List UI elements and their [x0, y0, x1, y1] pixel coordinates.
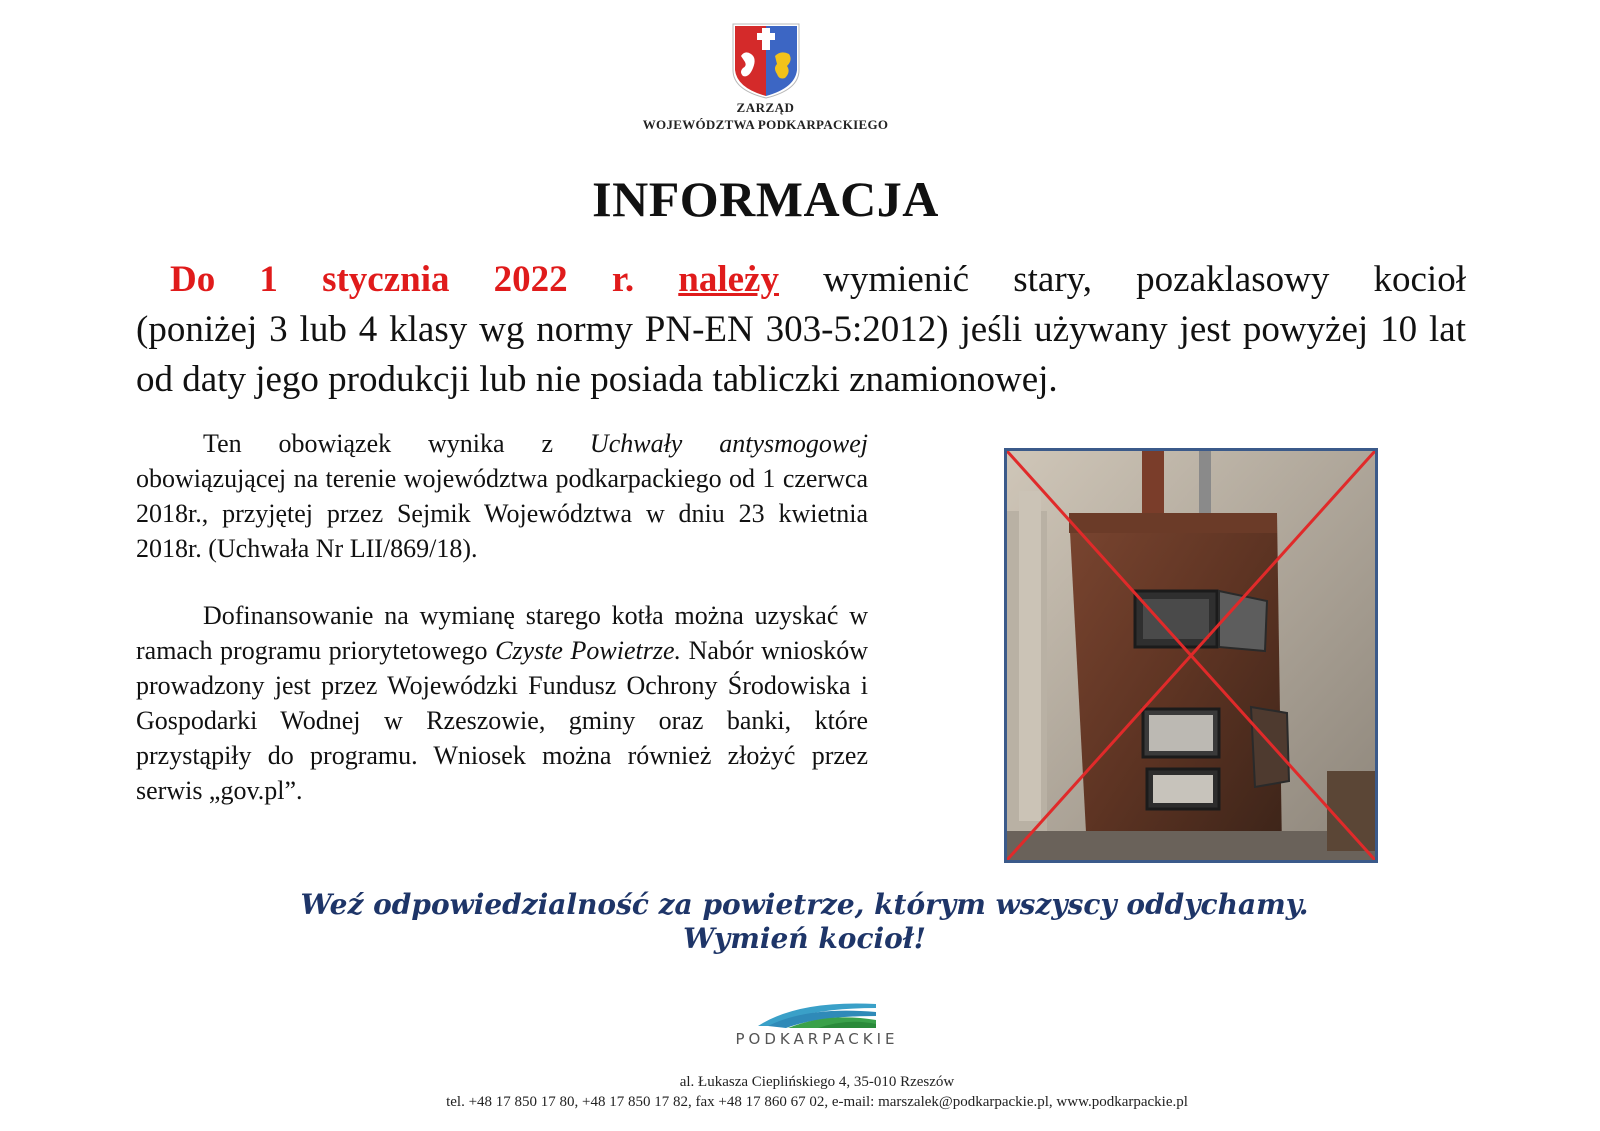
lead-rest: (poniżej 3 lub 4 klasy wg normy PN-EN 303-5:2012) jeśli używany jest powyżej 10 lat od daty jego produkcji lub nie posiada tabliczki znamionowej.	[136, 309, 1466, 400]
org-name-line1: ZARZĄD	[736, 100, 795, 115]
resolution-name: Uchwały antysmogowej	[589, 429, 869, 458]
podkarpackie-logo-icon	[758, 996, 876, 1030]
program-name: Czyste Powietrze.	[495, 636, 682, 665]
crossed-boiler-image	[1007, 451, 1375, 860]
p2-text-a: Dofinansowanie na wymianę starego kotła można uzyskać w ramach programu priorytetowego	[136, 601, 868, 665]
p1-text-b: obowiązującej na terenie województwa podkarpackiego od 1 czerwca 2018r., przyjętej przez Sejmik Województwa w dniu 23 kwietnia 2018r. (Uchwała Nr LII/869/18).	[136, 464, 868, 563]
org-name-line2: WOJEWÓDZTWA PODKARPACKIEGO	[642, 117, 889, 132]
deadline-text: Do 1 stycznia 2022 r.	[170, 259, 635, 300]
paragraph-funding	[136, 598, 868, 808]
paragraph-antismog-resolution	[136, 426, 868, 566]
p1-text-a: Ten obowiązek wynika z	[203, 429, 554, 458]
lead-first-line	[136, 255, 1466, 305]
footer-logo-text: PODKARPACKIE	[735, 1030, 899, 1048]
lead-paragraph	[136, 255, 1466, 405]
page-title: INFORMACJA	[592, 171, 939, 227]
coat-of-arms-icon	[731, 22, 801, 100]
footer-address: al. Łukasza Cieplińskiego 4, 35-010 Rzeszów	[679, 1074, 955, 1090]
footer-contact: tel. +48 17 850 17 80, +48 17 850 17 82, fax +48 17 860 67 02, e-mail: marszalek@podkarpackie.pl, www.podkarpackie.pl	[446, 1094, 1188, 1110]
lead-line1-rest: wymienić stary, pozaklasowy kocioł	[823, 259, 1466, 300]
p2-text-b: Nabór wniosków prowadzony jest przez Wojewódzki Fundusz Ochrony Środowiska i Gospodarki Wodnej w Rzeszowie, gminy oraz banki, które przystąpiły do programu. Wniosek można również złożyć przez serwis „gov.pl”.	[136, 636, 868, 805]
old-boiler-photo	[1004, 448, 1378, 863]
slogan-line1: Weź odpowiedzialność za powietrze, którym wszyscy oddychamy.	[300, 888, 1309, 921]
obligation-word: należy	[678, 259, 779, 300]
slogan-line2: Wymień kocioł!	[683, 922, 926, 955]
